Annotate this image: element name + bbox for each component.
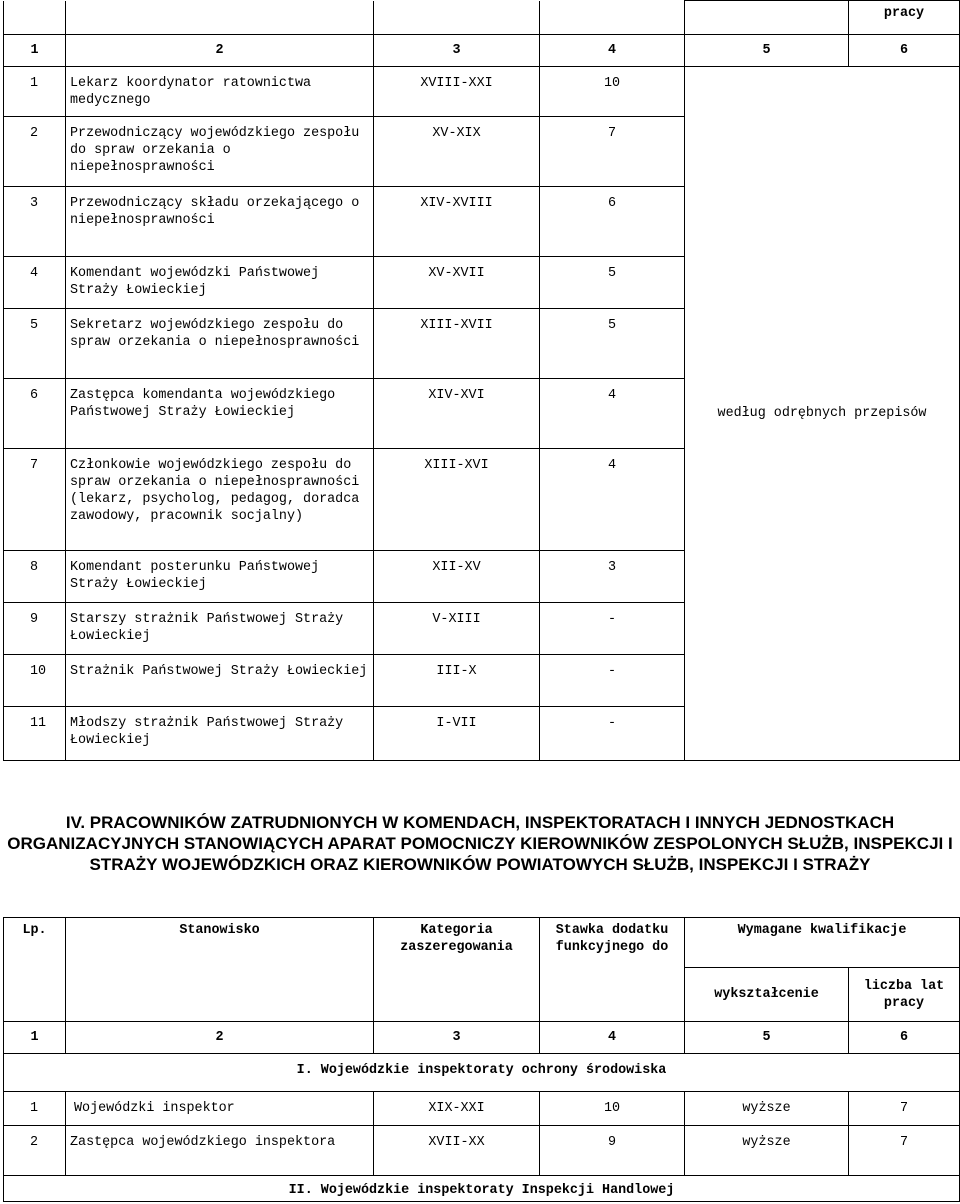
header-fragment: pracy — [849, 1, 960, 35]
section-row: II. Wojewódzkie inspektoraty Inspekcji Handlowej — [4, 1176, 960, 1202]
column-number-row: 1 2 3 4 5 6 — [4, 35, 960, 67]
table-row: 2 Zastępca wojewódzkiego inspektora XVII-XX 9 wyższe 7 — [4, 1126, 960, 1176]
table-lower: Lp. Stanowisko Kategoria zaszeregowania Stawka dodatku funkcyjnego do Wymagane kwalifikacje wykształcenie liczba lat pracy 1 2 3 4 5 6 I. Wojewódzkie inspektoraty ochrony środowiska 1 Wojewódzki inspektor XIX-XXI 10 wyższe 7 2 Zastępca wojewódzkiego inspektora XVII-XX 9 wyższe 7 II. Wojewódzkie inspektoraty Inspekcji Handlowej — [3, 917, 960, 1202]
qualifications-merged-cell: według odrębnych przepisów — [685, 67, 960, 761]
table-row: 9 Starszy strażnik Państwowej Straży Łowieckiej V-XIII - — [4, 603, 960, 655]
table-row: 7 Członkowie wojewódzkiego zespołu do spraw orzekania o niepełnosprawności (lekarz, psycholog, pedagog, doradca zawodowy, pracownik socjalny) XIII-XVI 4 — [4, 449, 960, 551]
column-number-row: 1 2 3 4 5 6 — [4, 1022, 960, 1054]
table-row: 4 Komendant wojewódzki Państwowej Straży Łowieckiej XV-XVII 5 — [4, 257, 960, 309]
header-row: Lp. Stanowisko Kategoria zaszeregowania Stawka dodatku funkcyjnego do Wymagane kwalifikacje — [4, 918, 960, 968]
section-heading: IV. PRACOWNIKÓW ZATRUDNIONYCH W KOMENDACH, INSPEKTORATACH I INNYCH JEDNOSTKACH ORGANIZACYJNYCH STANOWIĄCYCH APARAT POMOCNICZY KIEROWNIKÓW ZESPOLONYCH SŁUŻB, INSPEKCJI I STRAŻY WOJEWÓDZKICH ORAZ KIEROWNIKÓW POWIATOWYCH SŁUŻB, INSPEKCJI I STRAŻY — [7, 813, 953, 874]
table-row: 11 Młodszy strażnik Państwowej Straży Łowieckiej I-VII - — [4, 707, 960, 761]
section-row: I. Wojewódzkie inspektoraty ochrony środowiska — [4, 1054, 960, 1092]
table-row: 3 Przewodniczący składu orzekającego o niepełnosprawności XIV-XVIII 6 — [4, 187, 960, 257]
table-row: 5 Sekretarz wojewódzkiego zespołu do spraw orzekania o niepełnosprawności XIII-XVII 5 — [4, 309, 960, 379]
table-row: 1 Lekarz koordynator ratownictwa medycznego XVIII-XXI 10 według odrębnych przepisów — [4, 67, 960, 117]
table-row: 1 Wojewódzki inspektor XIX-XXI 10 wyższe 7 — [4, 1092, 960, 1126]
table-row: 8 Komendant posterunku Państwowej Straży Łowieckiej XII-XV 3 — [4, 551, 960, 603]
table-row: 2 Przewodniczący wojewódzkiego zespołu do spraw orzekania o niepełnosprawności XV-XIX 7 — [4, 117, 960, 187]
table-row: 10 Strażnik Państwowej Straży Łowieckiej III-X - — [4, 655, 960, 707]
table-upper — [3, 0, 960, 761]
table-row: 6 Zastępca komendanta wojewódzkiego Państwowej Straży Łowieckiej XIV-XVI 4 — [4, 379, 960, 449]
